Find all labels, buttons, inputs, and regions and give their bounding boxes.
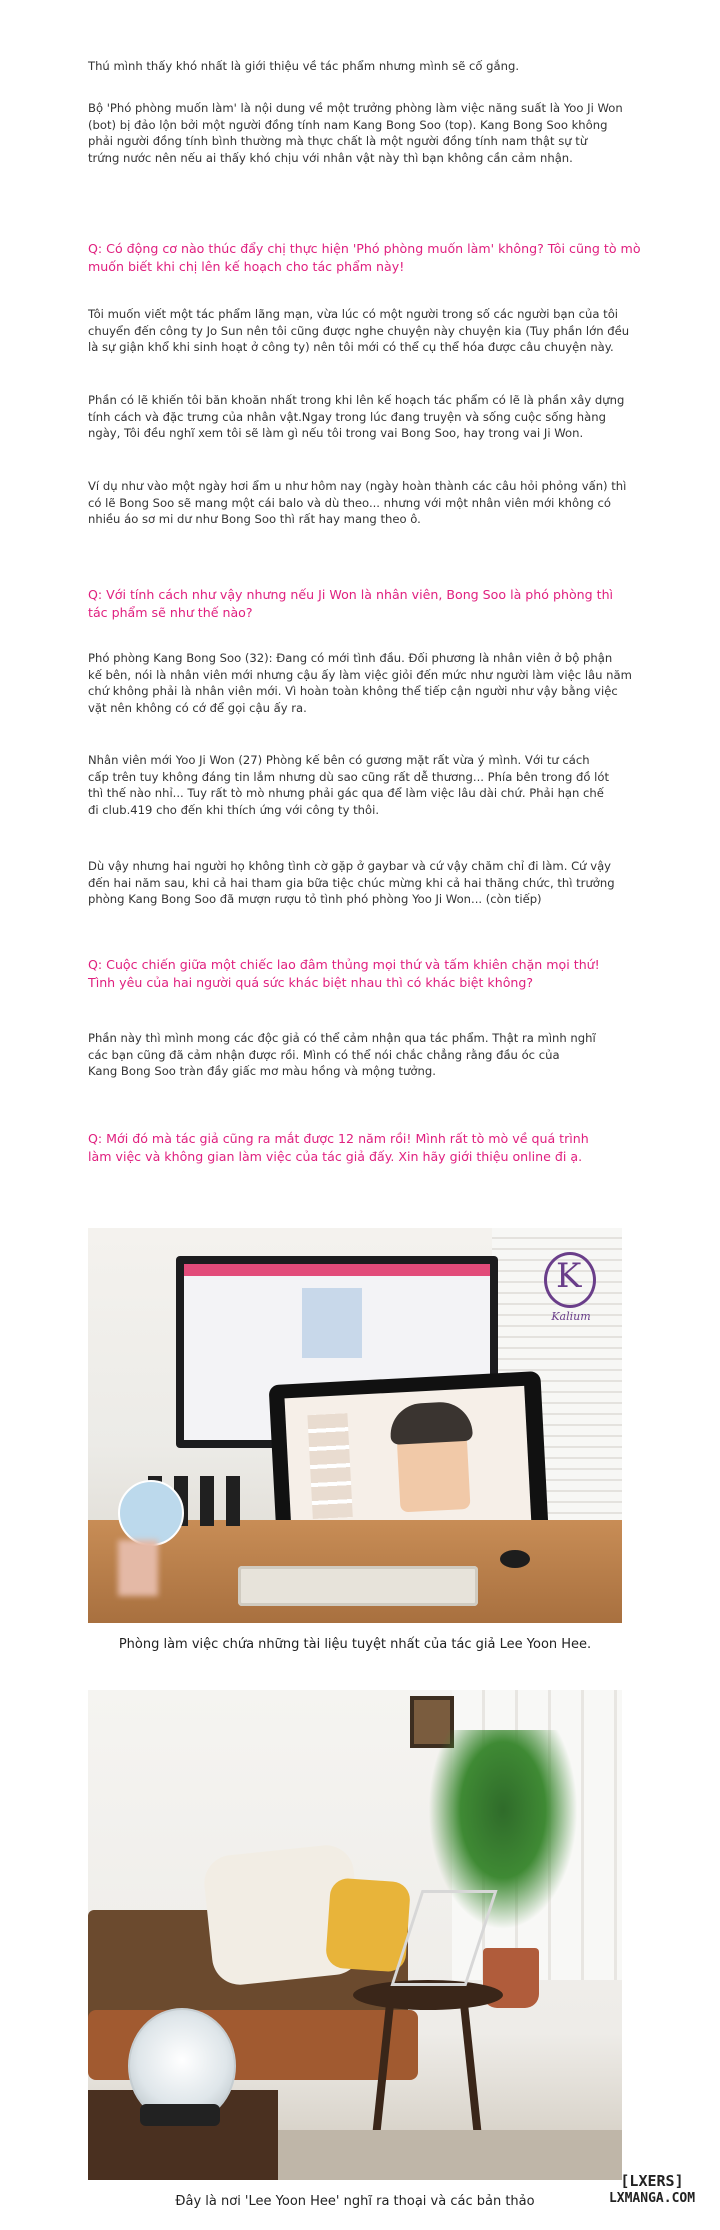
answer-1-paragraph-1: Tôi muốn viết một tác phẩm lãng mạn, vừa lúc có một người trong số các người bạn của tôi chuyển đến công ty Jo Sun nên tôi cũng được nghe chuyện này chuyện kia (Tuy phần lớn đều là sự giận khổ khi sinh hoạt ở công ty) nên tôi mới có thể cụ thể hóa được câu chuyện này.: [88, 307, 630, 354]
watermark-line-2: LXMANGA.COM: [608, 2191, 696, 2206]
keyboard: [238, 1566, 478, 1606]
watermark-line-1: [LXERS]: [620, 2172, 684, 2190]
speaker-base: [140, 2104, 220, 2126]
answer-2-paragraph-1: Phó phòng Kang Bong Soo (32): Đang có mới tình đầu. Đối phương là nhân viên ở bộ phận kế bên, nói là nhân viên mới nhưng cậu ấy làm việc giỏi đến mức như người làm việc lâu năm chứ không phải là nhân viên mới. Vì hoàn toàn không thể tiếp cận người như vậy bằng việc vặt nên không có cớ để gọi cậu ấy ra.: [88, 651, 632, 715]
question-1: Q: Có động cơ nào thúc đẩy chị thực hiện 'Phó phòng muốn làm' không? Tôi cũng tò mò muốn biết khi chị lên kế hoạch cho tác phẩm này!: [88, 241, 641, 274]
answer-3-paragraph: Phần này thì mình mong các độc giả có thể cảm nhận qua tác phẩm. Thật ra mình nghĩ các bạn cũng đã cảm nhận được rồi. Mình có thể nói chắc chẳng rằng đầu óc của Kang Bong Soo tràn đầy giấc mơ màu hồng và mộng tưởng.: [88, 1031, 596, 1078]
blurred-object: [118, 1540, 158, 1596]
living-room-photo: [88, 1690, 622, 2180]
question-4: Q: Mới đó mà tác giả cũng ra mắt được 12 năm rồi! Mình rất tò mò về quá trình làm việc và không gian làm việc của tác giả đấy. Xin hãy giới thiệu online đi ạ.: [88, 1131, 589, 1164]
site-watermark: [602, 2172, 702, 2208]
answer-2-paragraph-3: Dù vậy nhưng hai người họ không tình cờ gặp ở gaybar và cứ vậy chăm chỉ đi làm. Cứ vậy đến hai năm sau, khi cả hai tham gia bữa tiệc chúc mừng khi cả hai thăng chức, thì trưởng phòng Kang Bong Soo đã mượn rượu tỏ tình phó phòng Yoo Ji Won... (còn tiếp): [88, 859, 615, 906]
workspace-photo: [88, 1228, 622, 1623]
answer-1-paragraph-3: Ví dụ như vào một ngày hơi ẩm u như hôm nay (ngày hoàn thành các câu hỏi phỏng vấn) thì có lẽ Bong Soo sẽ mang một cái balo và dù theo... nhưng với một nhân viên mới không có nhiều áo sơ mi dư như Bong Soo thì rất hay mang theo ô.: [88, 479, 627, 526]
tablet-drawing: [285, 1386, 532, 1538]
caption-workspace: Phòng làm việc chứa những tài liệu tuyệt nhất của tác giả Lee Yoon Hee.: [118, 1637, 592, 1652]
question-3: Q: Cuộc chiến giữa một chiếc lao đâm thủng mọi thứ và tấm khiên chặn mọi thứ! Tình yêu của hai người quá sức khác biệt nhau thì có khác biệt không?: [88, 957, 600, 990]
intro-line: Thú mình thấy khó nhất là giới thiệu về tác phẩm nhưng mình sẽ cố gắng.: [88, 59, 520, 73]
question-2: Q: Với tính cách như vậy nhưng nếu Ji Won là nhân viên, Bong Soo là phó phòng thì tác phẩm sẽ như thế nào?: [88, 587, 614, 620]
mouse: [500, 1550, 530, 1568]
answer-2-paragraph-2: Nhân viên mới Yoo Ji Won (27) Phòng kế bên có gương mặt rất vừa ý mình. Với tư cách cấp trên tuy không đáng tin lắm nhưng dù sao cũng rất dễ thương... Phía bên trong đồ lót thì thế nào nhỉ... Tuy rất tò mò nhưng phải gác qua để làm việc lâu dài chứ. Phải hạn chế đi club.419 cho đến khi thích ứng với công ty thôi.: [88, 753, 610, 817]
caption-living-room: Đây là nơi 'Lee Yoon Hee' nghĩ ra thoại và các bản thảo: [175, 2194, 535, 2209]
blurred-sticker: [118, 1480, 184, 1546]
answer-1-paragraph-2: Phần có lẽ khiến tôi băn khoăn nhất trong khi lên kế hoạch tác phẩm có lẽ là phần xây dựng tính cách và đặc trưng của nhân vật.Ngay trong lúc đang truyện và sống cuộc sống hàng ngày, Tôi đều nghĩ xem tôi sẽ làm gì nếu tôi trong vai Bong Soo, hay trong vai Ji Won.: [88, 393, 625, 440]
kalium-logo: K Kalium: [536, 1246, 600, 1332]
synopsis-paragraph: Bộ 'Phó phòng muốn làm' là nội dung về một trưởng phòng làm việc năng suất là Yoo Ji Won (bot) bị đảo lộn bởi một người đồng tính nam Kang Bong Soo (top). Kang Bong Soo không phải người đồng tính bình thường mà thực chất là một người đồng tính nam thật sự từ trứng nước nên nếu ai thấy khó chịu với nhân vật này thì bạn không cần cảm nhận.: [88, 101, 623, 165]
